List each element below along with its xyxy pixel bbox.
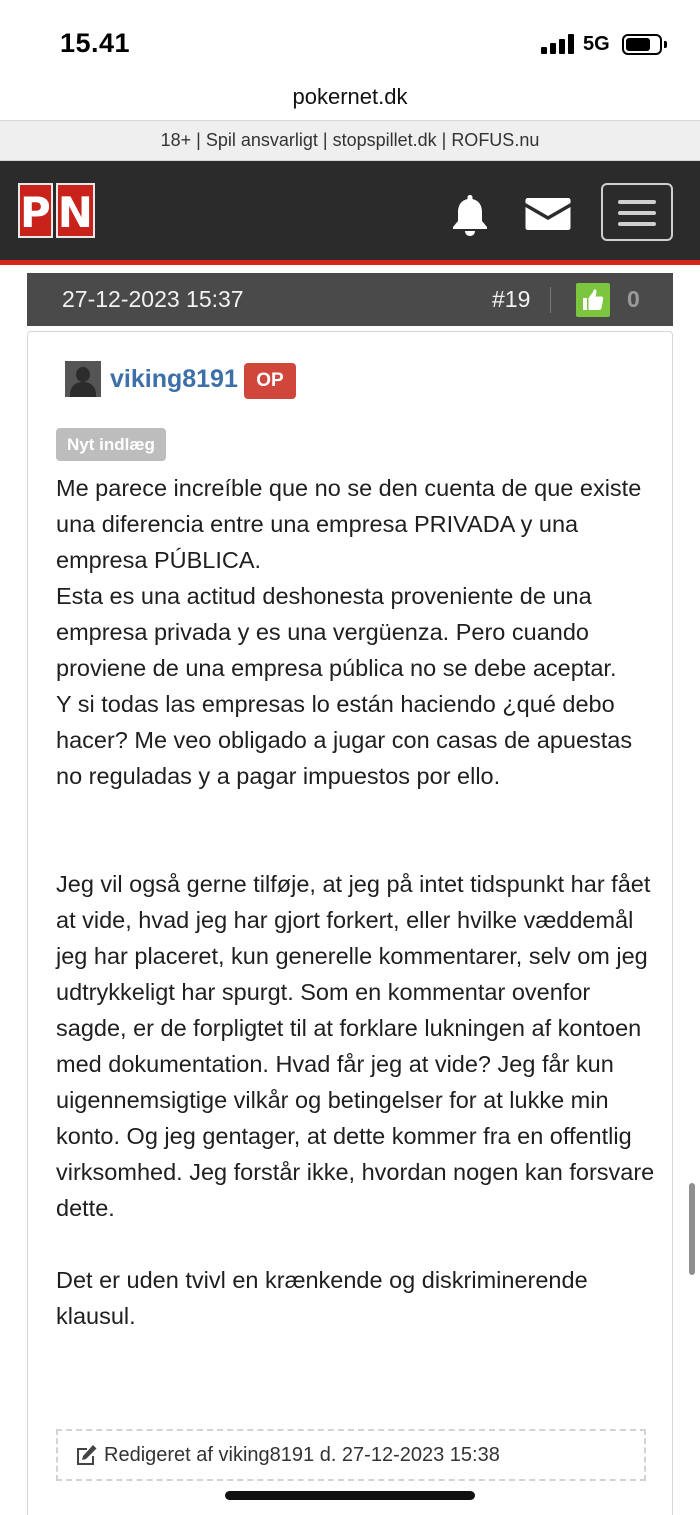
edit-note	[56, 1429, 646, 1481]
post-paragraph: Esta es una actitud deshonesta proveniente de una empresa privada y es una vergüenza. Pero cuando proviene de una empresa pública no se debe aceptar.	[56, 583, 617, 681]
edit-icon	[74, 1444, 98, 1466]
battery-tip	[664, 41, 667, 48]
logo-letter-n: N	[56, 183, 95, 238]
post-date: 27-12-2023 15:37	[62, 286, 244, 312]
op-badge: OP	[244, 363, 296, 399]
logo-letter-p: P	[18, 183, 53, 238]
cellular-signal-icon	[541, 34, 575, 54]
like-count: 0	[627, 286, 640, 312]
post-paragraph: Det er uden tvivl en krænkende og diskriminerende klausul.	[56, 1267, 588, 1329]
avatar[interactable]	[65, 361, 101, 397]
author-username[interactable]: viking8191	[110, 365, 238, 393]
post-paragraph: Jeg vil også gerne tilføje, at jeg på intet tidspunkt har fået at vide, hvad jeg har gjort forkert, eller hvilke væddemål jeg har placeret, kun generelle kommentarer, selv om jeg udtrykkeligt har spurgt. Som en kommentar ovenfor sagde, er de forpligtet til at forklare lukningen af kontoen med dokumentation. Hvad får jeg at vide? Jeg får kun uigennemsigtige vilkår og betingelser for at lukke min konto. Og jeg gentager, at dette kommer fra en offentlig virksomhed. Jeg forstår ikke, hvordan nogen kan forsvare dette.	[56, 871, 655, 1221]
scrollbar[interactable]	[689, 1183, 695, 1275]
url-text: pokernet.dk	[292, 84, 408, 109]
new-post-badge: Nyt indlæg	[56, 428, 166, 461]
post-card	[27, 331, 673, 1515]
battery-icon	[622, 34, 662, 55]
network-type: 5G	[583, 33, 610, 55]
home-indicator[interactable]	[225, 1491, 475, 1500]
responsible-gaming-bar[interactable]: 18+ | Spil ansvarligt | stopspillet.dk | ROFUS.nu	[0, 120, 700, 161]
battery-level	[626, 38, 650, 51]
post-number[interactable]: #19	[492, 286, 531, 312]
envelope-icon[interactable]	[525, 197, 571, 231]
post-body	[56, 470, 656, 1334]
browser-url-bar[interactable]	[0, 80, 700, 120]
edit-note-text: Redigeret af viking8191 d. 27-12-2023 15:38	[104, 1444, 500, 1466]
post-paragraph: Y si todas las empresas lo están haciendo ¿qué debo hacer? Me veo obligado a jugar con casas de apuestas no reguladas y a pagar impuestos por ello.	[56, 691, 633, 789]
post-paragraph: Me parece increíble que no se den cuenta de que existe una diferencia entre una empresa PRIVADA y una empresa PÚBLICA.	[56, 475, 642, 573]
status-time: 15.41	[60, 28, 131, 58]
post-header-bar	[27, 273, 673, 326]
site-header	[0, 161, 700, 265]
bell-icon[interactable]	[450, 193, 490, 237]
divider	[550, 287, 551, 313]
pokernet-logo[interactable]	[18, 183, 93, 238]
hamburger-menu-icon[interactable]	[601, 183, 673, 241]
status-bar	[0, 0, 700, 80]
thumbs-up-icon[interactable]	[576, 283, 610, 317]
